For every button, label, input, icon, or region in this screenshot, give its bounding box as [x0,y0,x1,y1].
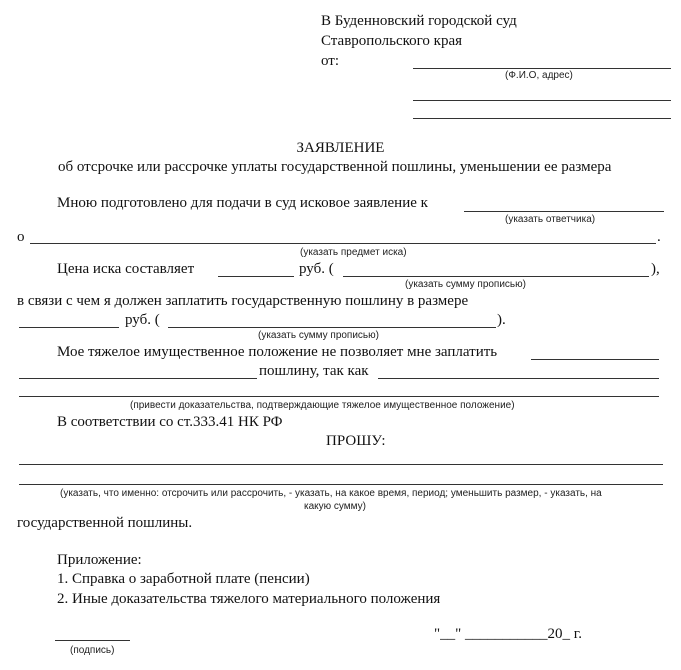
address-field-line-2[interactable] [413,118,671,119]
close-paren-comma: ), [651,261,660,277]
claim-subject-hint: (указать предмет иска) [300,247,407,258]
court-addressee-line2: Ставропольского края [321,33,462,49]
defendant-field-line[interactable] [464,211,664,212]
document-title: ЗАЯВЛЕНИЕ [296,140,385,156]
rub-label-1: руб. ( [299,261,334,277]
attachment-item-2: 2. Иные доказательства тяжелого материального положения [57,591,441,607]
signature-field-line[interactable] [55,640,130,641]
fio-hint: (Ф.И.О, адрес) [505,70,573,81]
request-field-line-2[interactable] [19,484,663,485]
defendant-hint: (указать ответчика) [505,214,596,225]
evidence-hint: (привести доказательства, подтверждающие тяжелое имущественное положение) [130,400,515,411]
duty-amount-text: в связи с чем я должен заплатить государственную пошлину в размере [17,293,469,309]
claim-price-text: Цена иска составляет [57,261,195,277]
court-addressee-line1: В Буденновский городской суд [321,13,517,29]
date-field[interactable]: "__" ___________20_ г. [434,626,582,642]
address-field-line-1[interactable] [413,100,671,101]
evidence-field-line[interactable] [19,396,659,397]
financial-hardship-text: Мое тяжелое имущественное положение не позволяет мне заплатить [57,344,498,360]
attachment-item-1: 1. Справка о заработной плате (пенсии) [57,571,310,587]
hardship-field-line-2[interactable] [19,378,257,379]
rub-label-2: руб. ( [125,312,160,328]
reason-field-line[interactable] [378,378,659,379]
subject-end-dot: . [657,229,661,245]
applicant-field-line[interactable] [413,68,671,69]
request-hint-line1: (указать, что именно: отсрочить или рассрочить, - указать, на какое время, период; уменьшить размер, - указать, на [60,488,602,499]
hardship-field-line-1[interactable] [531,359,659,360]
sum-words-hint-1: (указать сумму прописью) [405,279,526,290]
legal-basis-text: В соответствии со ст.333.41 НК РФ [57,414,283,430]
claim-price-field-line[interactable] [218,276,294,277]
request-hint-line2: какую сумму) [304,501,367,512]
duty-since-text: пошлину, так как [259,363,369,379]
sum-words-hint-2: (указать сумму прописью) [258,330,379,341]
document-subtitle: об отсрочке или рассрочке уплаты государственной пошлины, уменьшении ее размера [58,159,612,175]
duty-amount-words-field-line[interactable] [168,327,496,328]
request-field-line-1[interactable] [19,464,663,465]
duty-amount-field-line[interactable] [19,327,119,328]
claim-subject-field-line[interactable] [30,243,656,244]
attachments-label: Приложение: [57,552,142,568]
about-label: о [17,229,25,245]
state-duty-text: государственной пошлины. [17,515,193,531]
claim-price-words-field-line[interactable] [343,276,649,277]
signature-hint: (подпись) [70,645,115,656]
from-label: от: [321,53,340,69]
request-heading: ПРОШУ: [326,433,386,449]
close-paren-dot: ). [497,312,506,328]
lawsuit-intro-text: Мною подготовлено для подачи в суд исковое заявление к [57,195,428,211]
